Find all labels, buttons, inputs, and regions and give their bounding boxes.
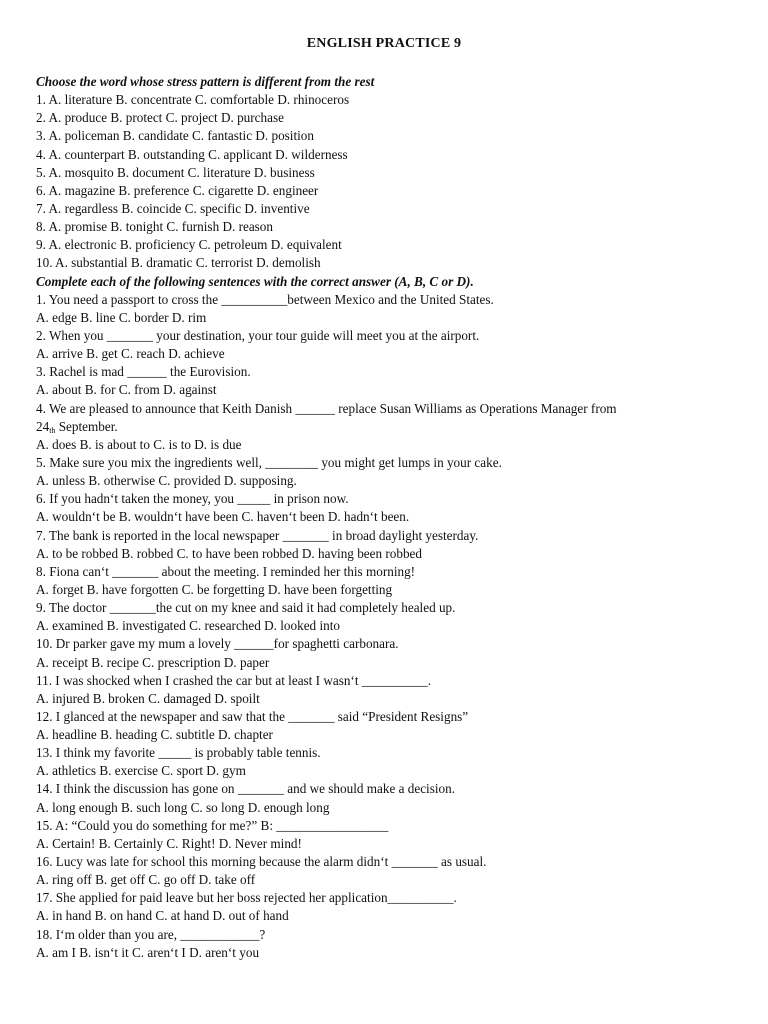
stress-question-line: 8. A. promise B. tonight C. furnish D. reason	[36, 219, 273, 235]
sentence-questions-part1	[36, 291, 736, 400]
sentence-question-line: 1. You need a passport to cross the __________between Mexico and the United States.	[36, 291, 494, 307]
sentence-question-line: 7. The bank is reported in the local newspaper _______ in broad daylight yesterday.	[36, 527, 479, 543]
sentence-question-line: 2. When you _______ your destination, your tour guide will meet you at the airport.	[36, 327, 480, 343]
sentence-question-line: 5. Make sure you mix the ingredients well, ________ you might get lumps in your cake.	[36, 454, 502, 470]
question-4-date-line	[36, 418, 736, 436]
question-4-date-rest: September.	[55, 418, 118, 434]
sentence-question-line: 15. A: “Could you do something for me?” B: _________________	[36, 817, 389, 833]
question-4-line	[36, 400, 736, 418]
stress-question-line: 6. A. magazine B. preference C. cigarette D. engineer	[36, 182, 319, 198]
sentence-question-line: 3. Rachel is mad ______ the Eurovision.	[36, 364, 251, 380]
sentence-question-line: A. about B. for C. from D. against	[36, 382, 217, 398]
sentence-questions-part2	[36, 436, 736, 962]
stress-question-line: 10. A. substantial B. dramatic C. terrorist D. demolish	[36, 255, 321, 271]
stress-questions	[36, 91, 736, 272]
sentence-question-line: A. receipt B. recipe C. prescription D. paper	[36, 654, 270, 670]
question-4-text: 4. We are pleased to announce that Keith Danish ______ replace Susan Williams as Operations Manager from	[36, 400, 617, 416]
section1-heading: Choose the word whose stress pattern is different from the rest	[36, 74, 375, 89]
sentence-question-line: A. examined B. investigated C. researched D. looked into	[36, 618, 340, 634]
sentence-question-line: A. forget B. have forgotten C. be forgetting D. have been forgetting	[36, 581, 393, 597]
page-title: ENGLISH PRACTICE 9	[306, 36, 462, 51]
stress-question-line: 9. A. electronic B. proficiency C. petroleum D. equivalent	[36, 237, 342, 253]
question-4-date-number: 24	[36, 418, 50, 434]
sentence-question-line: A. injured B. broken C. damaged D. spoilt	[36, 690, 260, 706]
sentence-question-line: 14. I think the discussion has gone on _______ and we should make a decision.	[36, 781, 456, 797]
sentence-question-line: A. am I B. isn‘t it C. aren‘t I D. aren‘t you	[36, 944, 260, 960]
section2-heading: Complete each of the following sentences with the correct answer (A, B, C or D).	[36, 273, 474, 289]
worksheet-content	[36, 73, 736, 962]
stress-question-line: 3. A. policeman B. candidate C. fantastic D. position	[36, 128, 314, 144]
sentence-question-line: A. headline B. heading C. subtitle D. chapter	[36, 727, 273, 743]
sentence-question-line: A. athletics B. exercise C. sport D. gym	[36, 763, 246, 779]
sentence-question-line: 10. Dr parker gave my mum a lovely ______for spaghetti carbonara.	[36, 636, 399, 652]
sentence-question-line: A. in hand B. on hand C. at hand D. out of hand	[36, 908, 289, 924]
sentence-question-line: A. does B. is about to C. is to D. is due	[36, 436, 242, 452]
sentence-question-line: 8. Fiona can‘t _______ about the meeting. I reminded her this morning!	[36, 563, 416, 579]
question-4-date-suffix: th	[49, 425, 56, 435]
sentence-question-line: 6. If you hadn‘t taken the money, you _____ in prison now.	[36, 491, 349, 507]
stress-question-line: 7. A. regardless B. coincide C. specific D. inventive	[36, 200, 310, 216]
sentence-question-line: 17. She applied for paid leave but her boss rejected her application__________.	[36, 890, 457, 906]
sentence-question-line: A. long enough B. such long C. so long D. enough long	[36, 799, 330, 815]
sentence-question-line: 16. Lucy was late for school this morning because the alarm didn‘t _______ as usual.	[36, 854, 487, 870]
sentence-question-line: A. Certain! B. Certainly C. Right! D. Never mind!	[36, 835, 302, 851]
sentence-question-line: 13. I think my favorite _____ is probably table tennis.	[36, 745, 321, 761]
sentence-question-line: A. edge B. line C. border D. rim	[36, 309, 207, 325]
stress-question-line: 5. A. mosquito B. document C. literature D. business	[36, 164, 315, 180]
sentence-question-line: 11. I was shocked when I crashed the car but at least I wasn‘t __________.	[36, 672, 432, 688]
sentence-question-line: 18. I‘m older than you are, ____________?	[36, 926, 266, 942]
sentence-question-line: 9. The doctor _______the cut on my knee and said it had completely healed up.	[36, 600, 456, 616]
stress-question-line: 2. A. produce B. protect C. project D. purchase	[36, 110, 284, 126]
sentence-question-line: A. to be robbed B. robbed C. to have been robbed D. having been robbed	[36, 545, 422, 561]
sentence-question-line: A. arrive B. get C. reach D. achieve	[36, 346, 225, 362]
stress-question-line: 4. A. counterpart B. outstanding C. applicant D. wilderness	[36, 146, 348, 162]
sentence-question-line: 12. I glanced at the newspaper and saw that the _______ said “President Resigns”	[36, 708, 469, 724]
sentence-question-line: A. wouldn‘t be B. wouldn‘t have been C. haven‘t been D. hadn‘t been.	[36, 509, 410, 525]
sentence-question-line: A. unless B. otherwise C. provided D. supposing.	[36, 473, 297, 489]
sentence-question-line: A. ring off B. get off C. go off D. take off	[36, 872, 256, 888]
stress-question-line: 1. A. literature B. concentrate C. comfortable D. rhinoceros	[36, 92, 350, 108]
